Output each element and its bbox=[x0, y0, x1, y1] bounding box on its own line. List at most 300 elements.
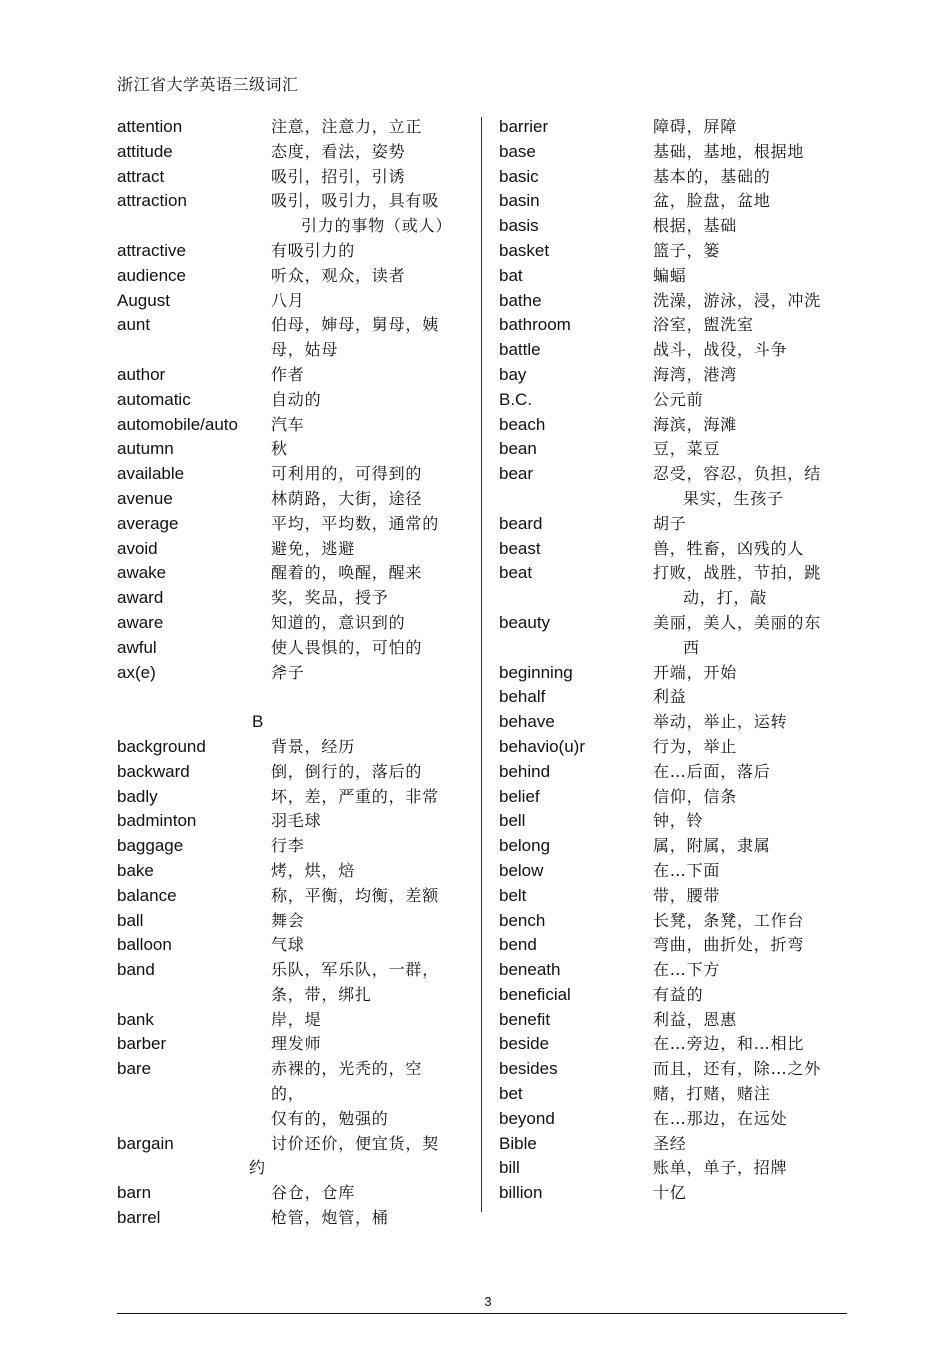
entry-definition bbox=[653, 363, 837, 388]
entry-word: automatic bbox=[117, 389, 191, 409]
entry-definition bbox=[653, 165, 837, 190]
entry-definition bbox=[271, 661, 455, 686]
entry-word: background bbox=[117, 736, 206, 756]
entry-definition bbox=[653, 834, 837, 859]
vocab-entry bbox=[499, 661, 859, 686]
vocab-entry bbox=[117, 537, 477, 562]
definition-line: 伯母，婶母，舅母，姨 bbox=[271, 315, 440, 335]
definition-line: 豆，菜豆 bbox=[653, 439, 721, 459]
vocab-entry bbox=[499, 983, 859, 1008]
entry-word: beginning bbox=[499, 662, 573, 682]
entry-definition bbox=[653, 1032, 837, 1057]
entry-word: behalf bbox=[499, 687, 546, 707]
entry-word: balloon bbox=[117, 935, 172, 955]
entry-definition bbox=[271, 785, 455, 810]
entry-word: besides bbox=[499, 1059, 558, 1079]
definition-line: 条，带，绑扎 bbox=[271, 984, 372, 1004]
definition-line: 举动，举止，运转 bbox=[653, 712, 788, 732]
entry-definition bbox=[271, 859, 455, 884]
entry-definition bbox=[271, 1181, 455, 1206]
entry-word: average bbox=[117, 513, 179, 533]
entry-word: beauty bbox=[499, 612, 551, 632]
definition-line: 忍受，容忍，负担，结 bbox=[653, 464, 822, 484]
entry-word: audience bbox=[117, 265, 187, 285]
vocab-entry bbox=[117, 785, 477, 810]
entry-definition bbox=[271, 1057, 455, 1131]
entry-definition bbox=[271, 809, 455, 834]
entry-definition bbox=[271, 1008, 455, 1033]
definition-line: 有益的 bbox=[653, 984, 704, 1004]
definition-line: 乐队，军乐队，一群， bbox=[271, 960, 440, 980]
definition-line: 属，附属，隶属 bbox=[653, 836, 771, 856]
blank-line bbox=[117, 685, 477, 710]
entry-word: Bible bbox=[499, 1133, 537, 1153]
entry-word: ball bbox=[117, 910, 144, 930]
vocab-entry bbox=[499, 289, 859, 314]
vocab-entry bbox=[499, 710, 859, 735]
definition-line: 胡子 bbox=[653, 513, 687, 533]
definition-line: 在…旁边，和…相比 bbox=[653, 1034, 805, 1054]
definition-line: 美丽，美人，美丽的东 bbox=[653, 612, 822, 632]
page-number: 3 bbox=[484, 1294, 492, 1309]
definition-line: 注意，注意力，立正 bbox=[271, 117, 423, 136]
definition-line: 知道的，意识到的 bbox=[271, 612, 406, 632]
entry-word: attract bbox=[117, 166, 165, 186]
entry-definition bbox=[653, 661, 837, 686]
right-column bbox=[499, 115, 859, 1206]
definition-line: 母，姑母 bbox=[271, 340, 339, 360]
definition-line: 避免，逃避 bbox=[271, 538, 356, 558]
vocab-entry bbox=[499, 264, 859, 289]
entry-definition bbox=[271, 115, 455, 140]
entry-definition bbox=[653, 537, 837, 562]
definition-line: 听众，观众，读者 bbox=[271, 265, 406, 285]
vocab-entry bbox=[499, 115, 859, 140]
vocab-entry bbox=[499, 1057, 859, 1082]
entry-word: beast bbox=[499, 538, 541, 558]
definition-line: 行李 bbox=[271, 836, 305, 856]
vocab-entry bbox=[117, 611, 477, 636]
entry-definition bbox=[653, 264, 837, 289]
vocab-entry bbox=[117, 115, 477, 140]
entry-word: basket bbox=[499, 240, 550, 260]
entry-word: bare bbox=[117, 1059, 152, 1079]
vocab-entry bbox=[499, 685, 859, 710]
entry-word: bet bbox=[499, 1084, 523, 1104]
definition-line: 行为，举止 bbox=[653, 736, 738, 756]
entry-word: B.C. bbox=[499, 389, 533, 409]
entry-word: automobile/auto bbox=[117, 414, 238, 434]
definition-line: 气球 bbox=[271, 935, 305, 955]
entry-definition bbox=[271, 462, 455, 487]
definition-line: 舞会 bbox=[271, 910, 305, 930]
definition-line: 篮子，篓 bbox=[653, 240, 721, 260]
definition-line: 倒，倒行的，落后的 bbox=[271, 761, 423, 781]
vocab-entry bbox=[117, 1032, 477, 1057]
definition-line: 盆，脸盘，盆地 bbox=[653, 191, 771, 211]
entry-definition bbox=[271, 313, 455, 363]
entry-word: bean bbox=[499, 439, 537, 459]
vocab-entry bbox=[117, 289, 477, 314]
definition-line: 醒着的，唤醒，醒来 bbox=[271, 563, 423, 583]
definition-line: 赌，打赌，赌注 bbox=[653, 1084, 771, 1104]
definition-line: 打败，战胜，节拍，跳 bbox=[653, 563, 822, 583]
entry-word: benefit bbox=[499, 1009, 551, 1029]
entry-definition bbox=[653, 909, 837, 934]
entry-word: author bbox=[117, 364, 166, 384]
entry-word: behind bbox=[499, 761, 551, 781]
entry-definition bbox=[271, 933, 455, 958]
vocab-entry bbox=[499, 239, 859, 264]
entry-definition bbox=[271, 1032, 455, 1057]
entry-word: attention bbox=[117, 117, 183, 136]
entry-definition bbox=[653, 983, 837, 1008]
entry-definition bbox=[271, 413, 455, 438]
entry-definition bbox=[271, 537, 455, 562]
entry-word: bend bbox=[499, 935, 537, 955]
vocab-entry bbox=[499, 388, 859, 413]
entry-definition bbox=[653, 611, 837, 661]
entry-definition bbox=[271, 760, 455, 785]
vocab-entry bbox=[117, 313, 477, 363]
entry-word: awake bbox=[117, 563, 167, 583]
entry-definition bbox=[271, 264, 455, 289]
vocab-entry bbox=[499, 909, 859, 934]
vocab-entry bbox=[499, 363, 859, 388]
entry-definition bbox=[653, 140, 837, 165]
vocab-entry bbox=[117, 809, 477, 834]
vocab-entry bbox=[117, 834, 477, 859]
vocab-entry bbox=[499, 338, 859, 363]
entry-definition bbox=[271, 1206, 455, 1231]
entry-word: beside bbox=[499, 1034, 550, 1054]
definition-line: 在…后面，落后 bbox=[653, 761, 771, 781]
vocab-entry bbox=[499, 859, 859, 884]
vocab-entry bbox=[117, 1008, 477, 1033]
entry-word: barn bbox=[117, 1183, 152, 1203]
vocab-entry bbox=[499, 611, 859, 661]
definition-line: 圣经 bbox=[653, 1133, 687, 1153]
definition-line: 基本的，基础的 bbox=[653, 166, 771, 186]
vocab-entry bbox=[499, 1082, 859, 1107]
vocab-entry bbox=[499, 537, 859, 562]
entry-definition bbox=[653, 859, 837, 884]
definition-line: 战斗，战役，斗争 bbox=[653, 340, 788, 360]
definition-line: 根据，基础 bbox=[653, 216, 738, 236]
entry-word: beneath bbox=[499, 960, 561, 980]
definition-line: 斧子 bbox=[271, 662, 305, 682]
entry-word: August bbox=[117, 290, 170, 310]
entry-word: baggage bbox=[117, 836, 184, 856]
definition-line: 利益，恩惠 bbox=[653, 1009, 738, 1029]
vocab-entry bbox=[117, 512, 477, 537]
entry-definition bbox=[653, 884, 837, 909]
entry-word: belief bbox=[499, 786, 540, 806]
vocab-entry bbox=[117, 1057, 477, 1131]
entry-word: bell bbox=[499, 811, 526, 831]
vocab-entry bbox=[499, 437, 859, 462]
entry-word: aunt bbox=[117, 315, 151, 335]
definition-line: 有吸引力的 bbox=[271, 240, 356, 260]
definition-line: 浴室，盥洗室 bbox=[653, 315, 754, 335]
entry-word: bake bbox=[117, 860, 154, 880]
entry-definition bbox=[271, 239, 455, 264]
vocab-entry bbox=[499, 1032, 859, 1057]
entry-definition bbox=[653, 710, 837, 735]
vocab-entry bbox=[499, 1008, 859, 1033]
definition-line: 带，腰带 bbox=[653, 885, 721, 905]
entry-definition bbox=[653, 561, 837, 611]
entry-word: base bbox=[499, 141, 536, 161]
entry-word: beach bbox=[499, 414, 546, 434]
definition-line: 吸引，吸引力，具有吸 bbox=[271, 191, 440, 211]
entry-definition bbox=[271, 437, 455, 462]
vocab-entry bbox=[499, 1181, 859, 1206]
vocab-entry bbox=[117, 586, 477, 611]
definition-line: 自动的 bbox=[271, 389, 322, 409]
entry-word: bathroom bbox=[499, 315, 571, 335]
definition-line: 烤，烘，焙 bbox=[271, 860, 356, 880]
entry-word: avenue bbox=[117, 488, 173, 508]
vocab-entry bbox=[117, 140, 477, 165]
vocab-entry bbox=[117, 1181, 477, 1206]
definition-line: 账单，单子，招牌 bbox=[653, 1158, 788, 1178]
entry-word: ax(e) bbox=[117, 662, 156, 682]
entry-word: behave bbox=[499, 712, 555, 732]
entry-definition bbox=[271, 561, 455, 586]
vocab-entry bbox=[499, 834, 859, 859]
definition-line: 而且，还有，除…之外 bbox=[653, 1059, 822, 1079]
entry-definition bbox=[653, 735, 837, 760]
entry-word: beyond bbox=[499, 1108, 555, 1128]
vocab-entry bbox=[117, 487, 477, 512]
column-divider bbox=[481, 117, 482, 1212]
definition-line: 汽车 bbox=[271, 414, 305, 434]
definition-line: 坏，差，严重的，非常 bbox=[271, 786, 440, 806]
entry-definition bbox=[653, 313, 837, 338]
entry-word: bargain bbox=[117, 1133, 174, 1153]
definition-line: 海滨，海滩 bbox=[653, 414, 738, 434]
definition-line: 信仰，信条 bbox=[653, 786, 738, 806]
entry-definition bbox=[271, 834, 455, 859]
entry-word: aware bbox=[117, 612, 164, 632]
definition-line: 动，打，敲 bbox=[683, 588, 768, 608]
entry-definition bbox=[271, 165, 455, 190]
vocab-entry bbox=[499, 214, 859, 239]
entry-word: barrel bbox=[117, 1208, 161, 1228]
entry-definition bbox=[653, 1156, 837, 1181]
definition-line: 基础，基地，根据地 bbox=[653, 141, 805, 161]
definition-line: 态度，看法，姿势 bbox=[271, 141, 406, 161]
entry-word: bank bbox=[117, 1009, 154, 1029]
entry-definition bbox=[271, 611, 455, 636]
entry-word: basis bbox=[499, 216, 539, 236]
entry-definition bbox=[271, 958, 455, 1008]
footer-rule bbox=[117, 1313, 847, 1314]
entry-definition bbox=[653, 289, 837, 314]
vocab-entry bbox=[499, 809, 859, 834]
definition-line: 公元前 bbox=[653, 389, 704, 409]
definition-line: 在…那边，在远处 bbox=[653, 1108, 788, 1128]
entry-word: beneficial bbox=[499, 984, 571, 1004]
definition-line: 引力的事物（或人） bbox=[301, 216, 453, 236]
vocab-entry bbox=[117, 189, 477, 239]
definition-line: 可利用的，可得到的 bbox=[271, 464, 423, 484]
vocab-entry bbox=[499, 413, 859, 438]
definition-line: 海湾，港湾 bbox=[653, 364, 738, 384]
entry-definition bbox=[271, 289, 455, 314]
entry-word: barrier bbox=[499, 117, 549, 136]
vocab-entry bbox=[499, 933, 859, 958]
vocab-entry bbox=[117, 1132, 477, 1182]
vocab-entry bbox=[117, 462, 477, 487]
entry-word: beat bbox=[499, 563, 533, 583]
entry-word: below bbox=[499, 860, 544, 880]
entry-definition bbox=[653, 1082, 837, 1107]
vocab-entry bbox=[499, 462, 859, 512]
definition-line: 开端，开始 bbox=[653, 662, 738, 682]
entry-definition bbox=[653, 1107, 837, 1132]
entry-definition bbox=[271, 189, 455, 239]
entry-word: bay bbox=[499, 364, 527, 384]
entry-definition bbox=[653, 338, 837, 363]
entry-definition bbox=[653, 1057, 837, 1082]
entry-definition bbox=[271, 363, 455, 388]
vocab-entry bbox=[499, 313, 859, 338]
entry-word: attractive bbox=[117, 240, 186, 260]
entry-word: behavio(u)r bbox=[499, 736, 585, 756]
definition-line: 奖，奖品，授予 bbox=[271, 588, 389, 608]
vocab-entry bbox=[117, 264, 477, 289]
definition-line: 平均，平均数，通常的 bbox=[271, 513, 440, 533]
entry-word: avoid bbox=[117, 538, 158, 558]
vocab-entry bbox=[117, 1206, 477, 1231]
entry-word: bill bbox=[499, 1158, 520, 1178]
definition-line: 障碍，屏障 bbox=[653, 117, 738, 136]
entry-definition bbox=[271, 140, 455, 165]
vocab-entry bbox=[499, 1156, 859, 1181]
definition-line: 秋 bbox=[271, 439, 288, 459]
definition-line: 在…下面 bbox=[653, 860, 721, 880]
entry-word: badly bbox=[117, 786, 158, 806]
definition-line: 弯曲，曲折处，折弯 bbox=[653, 935, 805, 955]
entry-word: belong bbox=[499, 836, 551, 856]
vocab-entry bbox=[117, 165, 477, 190]
entry-word: autumn bbox=[117, 439, 174, 459]
vocab-entry bbox=[499, 735, 859, 760]
entry-definition bbox=[653, 1181, 837, 1206]
vocab-entry bbox=[499, 189, 859, 214]
entry-word: bear bbox=[499, 464, 534, 484]
vocab-entry bbox=[117, 735, 477, 760]
definition-line: 约 bbox=[249, 1158, 266, 1178]
entry-word: attitude bbox=[117, 141, 173, 161]
entry-word: badminton bbox=[117, 811, 197, 831]
entry-word: bathe bbox=[499, 290, 542, 310]
entry-definition bbox=[653, 512, 837, 537]
vocab-entry bbox=[117, 413, 477, 438]
vocab-entry bbox=[499, 561, 859, 611]
entry-word: belt bbox=[499, 885, 527, 905]
vocab-entry bbox=[117, 437, 477, 462]
vocab-entry bbox=[117, 363, 477, 388]
definition-line: 背景，经历 bbox=[271, 736, 356, 756]
definition-line: 赤裸的，光秃的，空的， bbox=[271, 1059, 423, 1104]
entry-definition bbox=[653, 933, 837, 958]
vocab-entry bbox=[117, 561, 477, 586]
definition-line: 在…下方 bbox=[653, 960, 721, 980]
entry-definition bbox=[653, 115, 837, 140]
definition-line: 作者 bbox=[271, 364, 305, 384]
vocab-entry bbox=[499, 1132, 859, 1157]
page-header: 浙江省大学英语三级词汇 bbox=[117, 75, 299, 94]
definition-line: 仅有的，勉强的 bbox=[271, 1108, 389, 1128]
entry-word: attraction bbox=[117, 191, 187, 211]
vocab-entry bbox=[117, 884, 477, 909]
entry-word: award bbox=[117, 588, 164, 608]
definition-line: 兽，牲畜，凶残的人 bbox=[653, 538, 805, 558]
entry-definition bbox=[653, 462, 837, 512]
entry-definition bbox=[653, 189, 837, 214]
entry-word: barber bbox=[117, 1034, 167, 1054]
entry-word: bat bbox=[499, 265, 523, 285]
definition-line: 钟，铃 bbox=[653, 811, 704, 831]
left-column bbox=[117, 115, 477, 1231]
entry-word: beard bbox=[499, 513, 543, 533]
definition-line: 谷仓，仓库 bbox=[271, 1183, 356, 1203]
definition-line: 洗澡，游泳，浸，冲洗 bbox=[653, 290, 822, 310]
vocab-entry bbox=[117, 909, 477, 934]
vocab-entry bbox=[499, 1107, 859, 1132]
entry-definition bbox=[271, 884, 455, 909]
definition-line: 使人畏惧的，可怕的 bbox=[271, 637, 423, 657]
definition-line: 果实，生孩子 bbox=[683, 488, 784, 508]
definition-line: 西 bbox=[683, 637, 700, 657]
entry-word: battle bbox=[499, 340, 541, 360]
entry-definition bbox=[271, 388, 455, 413]
definition-line: 长凳，条凳，工作台 bbox=[653, 910, 805, 930]
entry-definition bbox=[271, 487, 455, 512]
entry-definition bbox=[653, 1132, 837, 1157]
vocab-entry bbox=[499, 785, 859, 810]
entry-definition bbox=[653, 214, 837, 239]
vocab-entry bbox=[117, 859, 477, 884]
definition-line: 利益 bbox=[653, 687, 687, 707]
definition-line: 讨价还价，便宜货，契 bbox=[271, 1133, 440, 1153]
vocab-entry bbox=[499, 512, 859, 537]
entry-word: available bbox=[117, 464, 185, 484]
entry-definition bbox=[653, 1008, 837, 1033]
entry-word: bench bbox=[499, 910, 546, 930]
entry-word: balance bbox=[117, 885, 177, 905]
entry-definition bbox=[653, 437, 837, 462]
vocab-entry bbox=[499, 760, 859, 785]
entry-definition bbox=[653, 809, 837, 834]
entry-definition bbox=[653, 760, 837, 785]
vocab-entry bbox=[117, 958, 477, 1008]
definition-line: 八月 bbox=[271, 290, 305, 310]
entry-definition bbox=[653, 388, 837, 413]
vocab-entry bbox=[499, 165, 859, 190]
entry-definition bbox=[271, 735, 455, 760]
entry-definition bbox=[653, 785, 837, 810]
section-heading: B bbox=[252, 712, 264, 732]
vocab-entry bbox=[117, 661, 477, 686]
entry-word: basic bbox=[499, 166, 539, 186]
entry-definition bbox=[271, 909, 455, 934]
entry-word: awful bbox=[117, 637, 157, 657]
entry-definition bbox=[249, 1132, 455, 1182]
